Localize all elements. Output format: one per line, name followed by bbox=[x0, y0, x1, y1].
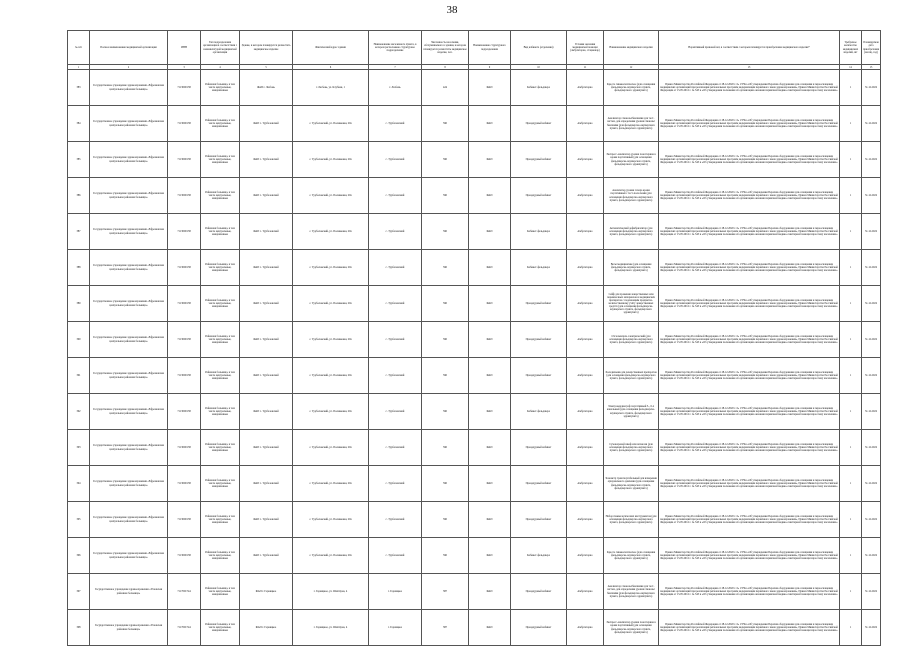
header-cell: Тип подразделения организации в соответствии с номенклатурой медицинской организации bbox=[201, 31, 240, 65]
cabinet-type-cell: Процедурный кабинет bbox=[511, 142, 567, 178]
cabinet-type-cell: Процедурный кабинет bbox=[511, 322, 567, 358]
table-row bbox=[68, 358, 881, 394]
legal-basis-cell: Приказ Министерства Российской Федерации от 28.12.2020 г. № 1379н «Об утверждении Перечня оборудования для оснащения и переоснащения медицинских организаций при реализации региональных программ модернизации первичного звена здравоохранения», Приказ Министерства Российской Федерации от 15.05.2012 г. № 543 н «Об утверждении положения об организации оказания первичной медико-санитарной помощи взрослому населению» bbox=[659, 142, 840, 178]
header-cell: Наименование медицинского изделия bbox=[604, 31, 659, 65]
quantity-cell: 1 bbox=[840, 286, 862, 322]
quantity-cell: 1 bbox=[840, 466, 862, 502]
settlement-cell: с. Турбаловский bbox=[369, 358, 422, 394]
division-cell: ФАП bbox=[469, 394, 511, 430]
legal-basis-cell: Приказ Министерства Российской Федерации от 28.12.2020 г. № 1379н «Об утверждении Перечня оборудования для оснащения и переоснащения медицинских организаций при реализации региональных программ модернизации первичного звена здравоохранения», Приказ Министерства Российской Федерации от 15.05.2012 г. № 543 н «Об утверждении положения об организации оказания первичной медико-санитарной помощи взрослому населению» bbox=[659, 466, 840, 502]
legal-basis-cell: Приказ Министерства Российской Федерации от 28.12.2020 г. № 1379н «Об утверждении Перечня оборудования для оснащения и переоснащения медицинских организаций при реализации региональных программ модернизации первичного звена здравоохранения», Приказ Министерства Российской Федерации от 15.05.2012 г. № 543 н «Об утверждении положения об организации оказания первичной медико-санитарной помощи взрослому населению» bbox=[659, 178, 840, 214]
settlement-cell: с. Турбаловский bbox=[369, 466, 422, 502]
device-name-cell: Кресло гинекологическое (для оснащения фельдшерско-акушерского пункта, фельдшерского здравпункта) bbox=[604, 538, 659, 574]
legal-basis-cell: Приказ Министерства Российской Федерации от 28.12.2020 г. № 1379н «Об утверждении Перечня оборудования для оснащения и переоснащения медицинских организаций при реализации региональных программ модернизации первичного звена здравоохранения», Приказ Министерства Российской Федерации от 15.05.2012 г. № 543 н «Об утверждении положения об организации оказания первичной медико-санитарной помощи взрослому населению» bbox=[659, 322, 840, 358]
building-cell: ФАП с. Турбаловский bbox=[240, 358, 293, 394]
column-number: 11 bbox=[567, 65, 604, 70]
building-cell: ФАП с. Турбаловский bbox=[240, 466, 293, 502]
organization-name-cell: Государственное учреждение здравоохранения «Ефремовская центральная районная больница» bbox=[90, 322, 168, 358]
organization-name-cell: Государственное учреждение здравоохранения «Ефремовская центральная районная больница» bbox=[90, 250, 168, 286]
care-conditions-cell: Амбулаторно bbox=[567, 322, 604, 358]
legal-basis-cell: Приказ Министерства Российской Федерации от 28.12.2020 г. № 1379н «Об утверждении Перечня оборудования для оснащения и переоснащения медицинских организаций при реализации региональных программ модернизации первичного звена здравоохранения», Приказ Министерства Российской Федерации от 15.05.2012 г. № 543 н «Об утверждении положения об организации оказания первичной медико-санитарной помощи взрослому населению» bbox=[659, 538, 840, 574]
column-number: 4 bbox=[201, 65, 240, 70]
row-number-cell: 383 bbox=[68, 70, 90, 106]
building-cell: ФАП г. Горняцкое bbox=[240, 610, 293, 646]
purchase-date-cell: 31.12.2022 bbox=[862, 70, 881, 106]
row-number-cell: 389 bbox=[68, 286, 90, 322]
table-row bbox=[68, 178, 881, 214]
device-name-cell: Анализатор глюкозы/биохимия для тест-систем, для определения уровня глюкозы/биохимия (для фельдшерско-акушерского пункта, фельдшерского здравпункта) bbox=[604, 574, 659, 610]
building-cell: ФАП с. Турбаловский bbox=[240, 106, 293, 142]
row-number-cell: 391 bbox=[68, 358, 90, 394]
division-cell: ФАП bbox=[469, 502, 511, 538]
inn-cell: 7113000138 bbox=[168, 250, 201, 286]
population-cell: 590 bbox=[422, 430, 469, 466]
row-number-cell: 386 bbox=[68, 178, 90, 214]
cabinet-type-cell: Кабинет фельдшера bbox=[511, 538, 567, 574]
inn-cell: 7113000138 bbox=[168, 178, 201, 214]
header-cell: Требуемое количество медицинских изделий, шт bbox=[840, 31, 862, 65]
division-cell: ФАП bbox=[469, 142, 511, 178]
quantity-cell: 1 bbox=[840, 70, 862, 106]
header-row bbox=[68, 31, 881, 65]
division-cell: ФАП bbox=[469, 466, 511, 502]
device-name-cell: Сейф для хранения лекарственных или перевязочных материалов и медицинских препаратов с подлежащим предметно-количественному учёту лекарственных средств (для оснащения фельдшерско-акушерского пункта, фельдшерского здравпункта) bbox=[604, 286, 659, 322]
quantity-cell: 1 bbox=[840, 322, 862, 358]
population-cell: 387 bbox=[422, 610, 469, 646]
organization-name-cell: Государственное учреждение здравоохранения «Ефремовская центральная районная больница» bbox=[90, 538, 168, 574]
quantity-cell: 1 bbox=[840, 430, 862, 466]
settlement-cell: с. Турбаловский bbox=[369, 142, 422, 178]
care-conditions-cell: Амбулаторно bbox=[567, 394, 604, 430]
legal-basis-cell: Приказ Министерства Российской Федерации от 28.12.2020 г. № 1379н «Об утверждении Перечня оборудования для оснащения и переоснащения медицинских организаций при реализации региональных программ модернизации первичного звена здравоохранения», Приказ Министерства Российской Федерации от 15.05.2012 г. № 543 н «Об утверждении положения об организации оказания первичной медико-санитарной помощи взрослому населению» bbox=[659, 286, 840, 322]
settlement-cell: с. Турбаловский bbox=[369, 214, 422, 250]
inn-cell: 7113000138 bbox=[168, 466, 201, 502]
header-cell: ИНН bbox=[168, 31, 201, 65]
settlement-cell: г. Горняцкое bbox=[369, 574, 422, 610]
unit-type-cell: Районная больница, в том числе центральные, межрайонные bbox=[201, 538, 240, 574]
purchase-date-cell: 31.12.2022 bbox=[862, 574, 881, 610]
purchase-date-cell: 31.12.2022 bbox=[862, 142, 881, 178]
population-cell: 590 bbox=[422, 502, 469, 538]
table-row bbox=[68, 142, 881, 178]
settlement-cell: г. Любовь bbox=[369, 70, 422, 106]
cabinet-type-cell: Процедурный кабинет bbox=[511, 610, 567, 646]
building-cell: ФАП г. Любовь bbox=[240, 70, 293, 106]
care-conditions-cell: Амбулаторно bbox=[567, 538, 604, 574]
column-number: 7 bbox=[369, 65, 422, 70]
cabinet-type-cell: Процедурный кабинет bbox=[511, 358, 567, 394]
division-cell: ФАП bbox=[469, 358, 511, 394]
table-body bbox=[68, 70, 881, 646]
unit-type-cell: Районная больница, в том числе центральные, межрайонные bbox=[201, 106, 240, 142]
column-number: 12 bbox=[604, 65, 659, 70]
population-cell: 590 bbox=[422, 538, 469, 574]
organization-name-cell: Государственное учреждение здравоохранения «Ефремовская центральная районная больница» bbox=[90, 394, 168, 430]
settlement-cell: с. Турбаловский bbox=[369, 394, 422, 430]
quantity-cell: 1 bbox=[840, 214, 862, 250]
table-row bbox=[68, 538, 881, 574]
header-cell: Нормативный правовой акт, в соответствии с которым планируется приобретение медицинского изделия* bbox=[659, 31, 840, 65]
row-number-cell: 390 bbox=[68, 322, 90, 358]
organization-name-cell: Государственное учреждение здравоохранения «Ефремовская центральная районная больница» bbox=[90, 178, 168, 214]
device-name-cell: Анализатор глюкозы/биохимия для тест-систем, для определения уровня глюкозы/биохимия (для фельдшерско-акушерского пункта, фельдшерского здравпункта) bbox=[604, 106, 659, 142]
device-name-cell: Электрокардиограф портативный 3-, 6-х канальный (для оснащения фельдшерско-акушерского пункта, фельдшерского здравпункта) bbox=[604, 394, 659, 430]
inn-cell: 7117001744 bbox=[168, 574, 201, 610]
device-name-cell: Экспресс-анализатор уровня холестерина в крови портативный (для оснащения фельдшерско-акушерского пункта, фельдшерского здравпункта) bbox=[604, 142, 659, 178]
device-name-cell: Набор гинекологических инструментов (для оснащения фельдшерско-акушерского пункта, фельдшерского здравпункта) bbox=[604, 502, 659, 538]
settlement-cell: с. Турбаловский bbox=[369, 538, 422, 574]
row-number-cell: 388 bbox=[68, 250, 90, 286]
inn-cell: 7113000138 bbox=[168, 142, 201, 178]
population-cell: 590 bbox=[422, 466, 469, 502]
building-cell: ФАП с. Турбаловский bbox=[240, 178, 293, 214]
cabinet-type-cell: Кабинет фельдшера bbox=[511, 394, 567, 430]
care-conditions-cell: Амбулаторно bbox=[567, 610, 604, 646]
unit-type-cell: Районная больница, в том числе центральные, межрайонные bbox=[201, 610, 240, 646]
quantity-cell: 1 bbox=[840, 178, 862, 214]
header-cell: Наименование населенного пункта, в котором расположено структурное подразделение bbox=[369, 31, 422, 65]
building-cell: ФАП г. Горняцкое bbox=[240, 574, 293, 610]
unit-type-cell: Районная больница, в том числе центральные, межрайонные bbox=[201, 358, 240, 394]
quantity-cell: 1 bbox=[840, 394, 862, 430]
column-number: 3 bbox=[168, 65, 201, 70]
cabinet-type-cell: Процедурный кабинет bbox=[511, 574, 567, 610]
table-row bbox=[68, 286, 881, 322]
legal-basis-cell: Приказ Министерства Российской Федерации от 28.12.2020 г. № 1379н «Об утверждении Перечня оборудования для оснащения и переоснащения медицинских организаций при реализации региональных программ модернизации первичного звена здравоохранения», Приказ Министерства Российской Федерации от 15.05.2012 г. № 543 н «Об утверждении положения об организации оказания первичной медико-санитарной помощи взрослому населению» bbox=[659, 250, 840, 286]
table-row bbox=[68, 574, 881, 610]
cabinet-type-cell: Кабинет фельдшера bbox=[511, 250, 567, 286]
quantity-cell: 1 bbox=[840, 502, 862, 538]
address-cell: с. Турбаловский, ул. Полевковая, 20а bbox=[293, 142, 369, 178]
row-number-cell: 385 bbox=[68, 142, 90, 178]
address-cell: с. Турбаловский, ул. Полевковая, 20а bbox=[293, 430, 369, 466]
population-cell: 590 bbox=[422, 214, 469, 250]
header-cell: Здание, в котором планируется разместить медицинское изделие bbox=[240, 31, 293, 65]
settlement-cell: с. Турбаловский bbox=[369, 322, 422, 358]
care-conditions-cell: Амбулаторно bbox=[567, 466, 604, 502]
cabinet-type-cell: Процедурный кабинет bbox=[511, 106, 567, 142]
table-row bbox=[68, 430, 881, 466]
device-name-cell: Автоматический дефибриллятор (для оснащения фельдшерско-акушерского пункта, фельдшерского здравпункта) bbox=[604, 214, 659, 250]
table-row bbox=[68, 394, 881, 430]
row-number-cell: 384 bbox=[68, 106, 90, 142]
unit-type-cell: Районная больница, в том числе центральные, межрайонные bbox=[201, 322, 240, 358]
table-row bbox=[68, 106, 881, 142]
address-cell: с. Турбаловский, ул. Полевковая, 20а bbox=[293, 214, 369, 250]
inn-cell: 7113000138 bbox=[168, 394, 201, 430]
division-cell: ФАП bbox=[469, 214, 511, 250]
population-cell: 387 bbox=[422, 574, 469, 610]
building-cell: ФАП с. Турбаловский bbox=[240, 286, 293, 322]
column-number: 6 bbox=[293, 65, 369, 70]
row-number-cell: 398 bbox=[68, 610, 90, 646]
address-cell: с. Турбаловский, ул. Полевковая, 20а bbox=[293, 106, 369, 142]
building-cell: ФАП с. Турбаловский bbox=[240, 394, 293, 430]
purchase-date-cell: 31.12.2022 bbox=[862, 358, 881, 394]
organization-name-cell: Государственное учреждение здравоохранения «Узловская районная больница» bbox=[90, 574, 168, 610]
population-cell: 590 bbox=[422, 358, 469, 394]
organization-name-cell: Государственное учреждение здравоохранения «Ефремовская центральная районная больница» bbox=[90, 358, 168, 394]
column-number: 15 bbox=[862, 65, 881, 70]
device-name-cell: Анализатор уровня сахара крови портативный с тест-полосками (для оснащения фельдшерско-акушерского пункта, фельдшерского здравпункта) bbox=[604, 178, 659, 214]
division-cell: ФАП bbox=[469, 178, 511, 214]
legal-basis-cell: Приказ Министерства Российской Федерации от 28.12.2020 г. № 1379н «Об утверждении Перечня оборудования для оснащения и переоснащения медицинских организаций при реализации региональных программ модернизации первичного звена здравоохранения», Приказ Министерства Российской Федерации от 15.05.2012 г. № 543 н «Об утверждении положения об организации оказания первичной медико-санитарной помощи взрослому населению» bbox=[659, 430, 840, 466]
settlement-cell: с. Турбаловский bbox=[369, 178, 422, 214]
division-cell: ФАП bbox=[469, 538, 511, 574]
organization-name-cell: Государственное учреждение здравоохранения «Ефремовская центральная районная больница» bbox=[90, 70, 168, 106]
row-number-cell: 392 bbox=[68, 394, 90, 430]
purchase-date-cell: 31.12.2022 bbox=[862, 430, 881, 466]
organization-name-cell: Государственное учреждение здравоохранения «Ефремовская центральная районная больница» bbox=[90, 286, 168, 322]
header-cell: № п/п bbox=[68, 31, 90, 65]
cabinet-type-cell: Кабинет фельдшера bbox=[511, 214, 567, 250]
building-cell: ФАП с. Турбаловский bbox=[240, 250, 293, 286]
purchase-date-cell: 31.12.2022 bbox=[862, 538, 881, 574]
organization-name-cell: Государственное учреждение здравоохранения «Ефремовская центральная районная больница» bbox=[90, 142, 168, 178]
legal-basis-cell: Приказ Министерства Российской Федерации от 28.12.2020 г. № 1379н «Об утверждении Перечня оборудования для оснащения и переоснащения медицинских организаций при реализации региональных программ модернизации первичного звена здравоохранения», Приказ Министерства Российской Федерации от 15.05.2012 г. № 543 н «Об утверждении положения об организации оказания первичной медико-санитарной помощи взрослому населению» bbox=[659, 214, 840, 250]
quantity-cell: 1 bbox=[840, 358, 862, 394]
care-conditions-cell: Амбулаторно bbox=[567, 106, 604, 142]
row-number-cell: 395 bbox=[68, 502, 90, 538]
unit-type-cell: Районная больница, в том числе центральные, межрайонные bbox=[201, 466, 240, 502]
quantity-cell: 1 bbox=[840, 142, 862, 178]
organization-name-cell: Государственное учреждение здравоохранения «Ефремовская центральная районная больница» bbox=[90, 466, 168, 502]
population-cell: 590 bbox=[422, 178, 469, 214]
unit-type-cell: Районная больница, в том числе центральные, межрайонные bbox=[201, 502, 240, 538]
care-conditions-cell: Амбулаторно bbox=[567, 178, 604, 214]
care-conditions-cell: Амбулаторно bbox=[567, 286, 604, 322]
address-cell: с. Турбаловский, ул. Полевковая, 20а bbox=[293, 322, 369, 358]
settlement-cell: с. Турбаловский bbox=[369, 286, 422, 322]
equipment-register-table bbox=[67, 30, 881, 646]
table-row bbox=[68, 214, 881, 250]
column-number: 5 bbox=[240, 65, 293, 70]
address-cell: г. Горняцкое, ул. Шахтёров, 4 bbox=[293, 610, 369, 646]
address-cell: с. Турбаловский, ул. Полевковая, 20а bbox=[293, 286, 369, 322]
inn-cell: 7117001744 bbox=[168, 610, 201, 646]
table-row bbox=[68, 502, 881, 538]
address-cell: с. Турбаловский, ул. Полевковая, 20а bbox=[293, 538, 369, 574]
population-cell: 424 bbox=[422, 70, 469, 106]
page-number: 38 bbox=[446, 4, 458, 16]
division-cell: ФАП bbox=[469, 286, 511, 322]
inn-cell: 7113000138 bbox=[168, 106, 201, 142]
quantity-cell: 1 bbox=[840, 106, 862, 142]
address-cell: с. Турбаловский, ул. Полевковая, 20а bbox=[293, 466, 369, 502]
device-name-cell: Весы медицинские (для оснащения фельдшерско-акушерского пункта, фельдшерского здравпункта) bbox=[604, 250, 659, 286]
cabinet-type-cell: Процедурный кабинет bbox=[511, 430, 567, 466]
purchase-date-cell: 31.12.2022 bbox=[862, 466, 881, 502]
population-cell: 590 bbox=[422, 322, 469, 358]
row-number-cell: 394 bbox=[68, 466, 90, 502]
inn-cell: 7113000138 bbox=[168, 70, 201, 106]
unit-type-cell: Районная больница, в том числе центральные, межрайонные bbox=[201, 250, 240, 286]
organization-name-cell: Государственное учреждение здравоохранения «Ефремовская центральная районная больница» bbox=[90, 106, 168, 142]
building-cell: ФАП с. Турбаловский bbox=[240, 322, 293, 358]
purchase-date-cell: 31.12.2022 bbox=[862, 106, 881, 142]
inn-cell: 7113000138 bbox=[168, 358, 201, 394]
division-cell: ФАП bbox=[469, 70, 511, 106]
table-row bbox=[68, 70, 881, 106]
unit-type-cell: Районная больница, в том числе центральные, межрайонные bbox=[201, 142, 240, 178]
row-number-cell: 393 bbox=[68, 430, 90, 466]
legal-basis-cell: Приказ Министерства Российской Федерации от 28.12.2020 г. № 1379н «Об утверждении Перечня оборудования для оснащения и переоснащения медицинских организаций при реализации региональных программ модернизации первичного звена здравоохранения», Приказ Министерства Российской Федерации от 15.05.2012 г. № 543 н «Об утверждении положения об организации оказания первичной медико-санитарной помощи взрослому населению» bbox=[659, 358, 840, 394]
cabinet-type-cell: Процедурный кабинет bbox=[511, 466, 567, 502]
purchase-date-cell: 31.12.2022 bbox=[862, 178, 881, 214]
population-cell: 590 bbox=[422, 286, 469, 322]
settlement-cell: с. Турбаловский bbox=[369, 250, 422, 286]
inn-cell: 7113000138 bbox=[168, 430, 201, 466]
organization-name-cell: Государственное учреждение здравоохранения «Ефремовская центральная районная больница» bbox=[90, 430, 168, 466]
legal-basis-cell: Приказ Министерства Российской Федерации от 28.12.2020 г. № 1379н «Об утверждении Перечня оборудования для оснащения и переоснащения медицинских организаций при реализации региональных программ модернизации первичного звена здравоохранения», Приказ Министерства Российской Федерации от 15.05.2012 г. № 543 н «Об утверждении положения об организации оказания первичной медико-санитарной помощи взрослому населению» bbox=[659, 502, 840, 538]
device-name-cell: Холодильник для лекарственных препаратов (для оснащения фельдшерско-акушерского пункта, фельдшерского здравпункта) bbox=[604, 358, 659, 394]
header-cell: Планируемая дата приобретения (месяц, год) bbox=[862, 31, 881, 65]
division-cell: ФАП bbox=[469, 250, 511, 286]
care-conditions-cell: Амбулаторно bbox=[567, 70, 604, 106]
column-number: 1 bbox=[68, 65, 90, 70]
purchase-date-cell: 31.12.2022 bbox=[862, 394, 881, 430]
device-name-cell: Экспресс-анализатор уровня холестерина в крови портативный (для оснащения фельдшерско-акушерского пункта, фельдшерского здравпункта) bbox=[604, 610, 659, 646]
organization-name-cell: Государственное учреждение здравоохранения «Узловская районная больница» bbox=[90, 610, 168, 646]
unit-type-cell: Районная больница, в том числе центральные, межрайонные bbox=[201, 430, 240, 466]
building-cell: ФАП с. Турбаловский bbox=[240, 502, 293, 538]
unit-type-cell: Районная больница, в том числе центральные, межрайонные bbox=[201, 178, 240, 214]
purchase-date-cell: 31.12.2022 bbox=[862, 502, 881, 538]
column-number: 2 bbox=[90, 65, 168, 70]
header-cell: Наименование структурного подразделения bbox=[469, 31, 511, 65]
quantity-cell: 1 bbox=[840, 574, 862, 610]
legal-basis-cell: Приказ Министерства Российской Федерации от 28.12.2020 г. № 1379н «Об утверждении Перечня оборудования для оснащения и переоснащения медицинских организаций при реализации региональных программ модернизации первичного звена здравоохранения», Приказ Министерства Российской Федерации от 15.05.2012 г. № 543 н «Об утверждении положения об организации оказания первичной медико-санитарной помощи взрослому населению» bbox=[659, 106, 840, 142]
header-cell: Полное наименование медицинской организации bbox=[90, 31, 168, 65]
column-number: 10 bbox=[511, 65, 567, 70]
organization-name-cell: Государственное учреждение здравоохранения «Ефремовская центральная районная больница» bbox=[90, 214, 168, 250]
unit-type-cell: Районная больница, в том числе центральные, межрайонные bbox=[201, 70, 240, 106]
division-cell: ФАП bbox=[469, 322, 511, 358]
purchase-date-cell: 31.12.2022 bbox=[862, 322, 881, 358]
address-cell: с. Турбаловский, ул. Полевковая, 20а bbox=[293, 178, 369, 214]
care-conditions-cell: Амбулаторно bbox=[567, 358, 604, 394]
care-conditions-cell: Амбулаторно bbox=[567, 250, 604, 286]
table-row bbox=[68, 466, 881, 502]
header-cell: Условия оказания медицинской помощи (амбулаторно, стационар) bbox=[567, 31, 604, 65]
settlement-cell: с. Турбаловский bbox=[369, 106, 422, 142]
legal-basis-cell: Приказ Министерства Российской Федерации от 28.12.2020 г. № 1379н «Об утверждении Перечня оборудования для оснащения и переоснащения медицинских организаций при реализации региональных программ модернизации первичного звена здравоохранения», Приказ Министерства Российской Федерации от 15.05.2012 г. № 543 н «Об утверждении положения об организации оказания первичной медико-санитарной помощи взрослому населению» bbox=[659, 70, 840, 106]
purchase-date-cell: 31.12.2022 bbox=[862, 214, 881, 250]
building-cell: ФАП с. Турбаловский bbox=[240, 430, 293, 466]
unit-type-cell: Районная больница, в том числе центральные, межрайонные bbox=[201, 394, 240, 430]
settlement-cell: с. Турбаловский bbox=[369, 430, 422, 466]
row-number-cell: 387 bbox=[68, 214, 90, 250]
address-cell: с. Турбаловский, ул. Полевковая, 20а bbox=[293, 250, 369, 286]
purchase-date-cell: 31.12.2022 bbox=[862, 610, 881, 646]
row-number-cell: 397 bbox=[68, 574, 90, 610]
legal-basis-cell: Приказ Министерства Российской Федерации от 28.12.2020 г. № 1379н «Об утверждении Перечня оборудования для оснащения и переоснащения медицинских организаций при реализации региональных программ модернизации первичного звена здравоохранения», Приказ Министерства Российской Федерации от 15.05.2012 г. № 543 н «Об утверждении положения об организации оказания первичной медико-санитарной помощи взрослому населению» bbox=[659, 610, 840, 646]
table-row bbox=[68, 610, 881, 646]
device-name-cell: Тонометр транспортабельный для измерения артериального давления (для оснащения фельдшерско-акушерского пункта, фельдшерского здравпункта) bbox=[604, 466, 659, 502]
cabinet-type-cell: Процедурный кабинет bbox=[511, 502, 567, 538]
purchase-date-cell: 31.12.2022 bbox=[862, 250, 881, 286]
inn-cell: 7113000138 bbox=[168, 322, 201, 358]
table-row bbox=[68, 250, 881, 286]
quantity-cell: 1 bbox=[840, 250, 862, 286]
division-cell: ФАП bbox=[469, 106, 511, 142]
care-conditions-cell: Амбулаторно bbox=[567, 502, 604, 538]
address-cell: с. Турбаловский, ул. Полевковая, 20а bbox=[293, 394, 369, 430]
building-cell: ФАП с. Турбаловский bbox=[240, 214, 293, 250]
building-cell: ФАП с. Турбаловский bbox=[240, 538, 293, 574]
population-cell: 590 bbox=[422, 250, 469, 286]
row-number-cell: 396 bbox=[68, 538, 90, 574]
population-cell: 590 bbox=[422, 106, 469, 142]
care-conditions-cell: Амбулаторно bbox=[567, 574, 604, 610]
care-conditions-cell: Амбулаторно bbox=[567, 142, 604, 178]
address-cell: с. Турбаловский, ул. Полевковая, 20а bbox=[293, 358, 369, 394]
header-cell: Численность населения, обслуживаемого в здании, в котором планируется разместить медицинское изделие, чел. bbox=[422, 31, 469, 65]
address-cell: г. Горняцкое, ул. Шахтёров, 4 bbox=[293, 574, 369, 610]
building-cell: ФАП с. Турбаловский bbox=[240, 142, 293, 178]
inn-cell: 7113000138 bbox=[168, 214, 201, 250]
population-cell: 590 bbox=[422, 394, 469, 430]
purchase-date-cell: 31.12.2022 bbox=[862, 286, 881, 322]
population-cell: 590 bbox=[422, 142, 469, 178]
unit-type-cell: Районная больница, в том числе центральные, межрайонные bbox=[201, 286, 240, 322]
division-cell: ФАП bbox=[469, 610, 511, 646]
care-conditions-cell: Амбулаторно bbox=[567, 430, 604, 466]
address-cell: г. Любовь, ул. Клубная, 1 bbox=[293, 70, 369, 106]
organization-name-cell: Государственное учреждение здравоохранения «Ефремовская центральная районная больница» bbox=[90, 502, 168, 538]
quantity-cell: 1 bbox=[840, 610, 862, 646]
column-number: 9 bbox=[469, 65, 511, 70]
device-name-cell: Кресло гинекологическое (для оснащения фельдшерско-акушерского пункта, фельдшерского здравпункта) bbox=[604, 70, 659, 106]
cabinet-type-cell: Кабинет фельдшера bbox=[511, 70, 567, 106]
legal-basis-cell: Приказ Министерства Российской Федерации от 28.12.2020 г. № 1379н «Об утверждении Перечня оборудования для оснащения и переоснащения медицинских организаций при реализации региональных программ модернизации первичного звена здравоохранения», Приказ Министерства Российской Федерации от 15.05.2012 г. № 543 н «Об утверждении положения об организации оказания первичной медико-санитарной помощи взрослому населению» bbox=[659, 394, 840, 430]
unit-type-cell: Районная больница, в том числе центральные, межрайонные bbox=[201, 574, 240, 610]
column-number: 8 bbox=[422, 65, 469, 70]
inn-cell: 7113000138 bbox=[168, 502, 201, 538]
device-name-cell: Сухожаровой шкаф или автоклав (для оснащения фельдшерско-акушерского пункта, фельдшерского здравпункта) bbox=[604, 430, 659, 466]
table-row bbox=[68, 322, 881, 358]
inn-cell: 7113000138 bbox=[168, 286, 201, 322]
cabinet-type-cell: Процедурный кабинет bbox=[511, 178, 567, 214]
quantity-cell: 1 bbox=[840, 538, 862, 574]
unit-type-cell: Районная больница, в том числе центральные, межрайонные bbox=[201, 214, 240, 250]
legal-basis-cell: Приказ Министерства Российской Федерации от 28.12.2020 г. № 1379н «Об утверждении Перечня оборудования для оснащения и переоснащения медицинских организаций при реализации региональных программ модернизации первичного звена здравоохранения», Приказ Министерства Российской Федерации от 15.05.2012 г. № 543 н «Об утверждении положения об организации оказания первичной медико-санитарной помощи взрослому населению» bbox=[659, 574, 840, 610]
column-number: 13 bbox=[659, 65, 840, 70]
settlement-cell: с. Турбаловский bbox=[369, 502, 422, 538]
division-cell: ФАП bbox=[469, 574, 511, 610]
column-number: 14 bbox=[840, 65, 862, 70]
care-conditions-cell: Амбулаторно bbox=[567, 214, 604, 250]
cabinet-type-cell: Процедурный кабинет bbox=[511, 286, 567, 322]
header-cell: Вид кабинета (отделения) bbox=[511, 31, 567, 65]
device-name-cell: Отсасыватель электрический (для оснащения фельдшерско-акушерского пункта, фельдшерского здравпункта) bbox=[604, 322, 659, 358]
inn-cell: 7113000138 bbox=[168, 538, 201, 574]
header-cell: Фактический адрес здания bbox=[293, 31, 369, 65]
address-cell: с. Турбаловский, ул. Полевковая, 20а bbox=[293, 502, 369, 538]
division-cell: ФАП bbox=[469, 430, 511, 466]
settlement-cell: г. Горняцкое bbox=[369, 610, 422, 646]
